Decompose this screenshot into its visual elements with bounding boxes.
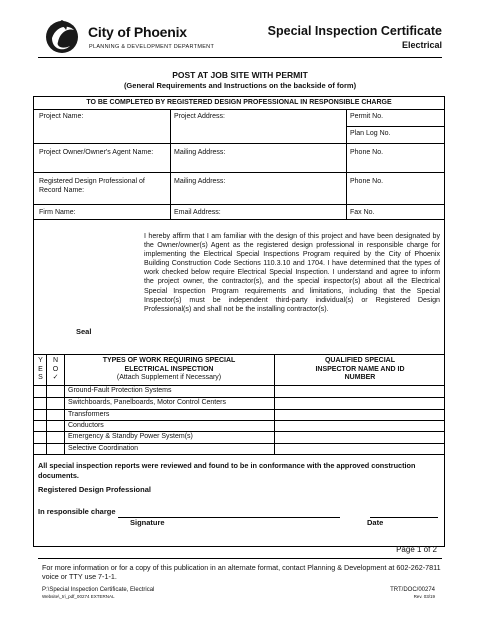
work-item: Selective Coordination: [68, 445, 139, 452]
project-address-field[interactable]: Project Address:: [174, 113, 225, 120]
rdp-phone-field[interactable]: Phone No.: [350, 178, 384, 185]
fax-no-field[interactable]: Fax No.: [350, 209, 375, 216]
no-column-header: N O ✓: [47, 357, 64, 383]
footer-info: For more information or for a copy of this publication in an alternate format, contact Planning & Development at 602-262-7811 voice or TTY use 7-1-1.: [42, 563, 441, 581]
owner-mailing-address-field[interactable]: Mailing Address:: [174, 149, 226, 156]
work-item: Emergency & Standby Power System(s): [68, 433, 193, 440]
yes-column-header: Y E S: [38, 357, 43, 381]
seal-label: Seal: [76, 327, 92, 336]
work-type-header: TYPES OF WORK REQUIRING SPECIAL ELECTRICAL INSPECTION (Attach Supplement if Necessary): [102, 357, 236, 381]
conformance-statement: All special inspection reports were reviewed and found to be in conformance with the approved construction documents.: [38, 461, 416, 480]
inspector-header: QUALIFIED SPECIAL INSPECTOR NAME AND ID NUMBER: [315, 357, 405, 381]
owner-phone-field[interactable]: Phone No.: [350, 149, 384, 156]
footer-path: P:\Special Inspection Certificate, Electrical: [42, 587, 155, 593]
footer-revision: Rev. 03/19: [413, 594, 435, 599]
work-item: Switchboards, Panelboards, Motor Control Centers: [68, 399, 226, 406]
certificate-form: [33, 96, 445, 547]
header-divider: [38, 57, 442, 58]
date-label: Date: [367, 518, 384, 527]
permit-no-field[interactable]: Permit No.: [350, 113, 384, 120]
org-name: City of Phoenix: [88, 24, 187, 40]
plan-log-no-field[interactable]: Plan Log No.: [350, 130, 391, 137]
document-title: Special Inspection Certificate: [267, 24, 442, 38]
email-address-field[interactable]: Email Address:: [174, 209, 221, 216]
rdp-mailing-address-field[interactable]: Mailing Address:: [174, 178, 226, 185]
band-title: TO BE COMPLETED BY REGISTERED DESIGN PROFESSIONAL IN RESPONSIBLE CHARGE: [86, 99, 392, 106]
phoenix-logo-icon: [44, 16, 80, 56]
footer-web-id: Website\_tri_pdf_00274 EXTERNAL: [42, 594, 115, 599]
project-name-field[interactable]: Project Name:: [39, 113, 84, 120]
signature-label: Signature: [130, 518, 165, 527]
rdp-label: Registered Design Professional: [38, 485, 151, 494]
footer-divider: [38, 558, 442, 559]
work-item: Ground-Fault Protection Systems: [68, 387, 172, 394]
work-item: Transformers: [68, 411, 110, 418]
footer-doc-code: TRT/DOC/00274: [390, 587, 435, 593]
affirmation-text: I hereby affirm that I am familiar with the design of this project and have been designated by the Owner/owner(s) Agent as the registered design professional in responsible charge for implementing the Electrical Special Inspections Program required by the City of Phoenix Building Construction Code Sections 110.3.10 and 1704. I have determined that the types of work checked below require Electrical Special Inspection. I understand and agree to inform the project owner, the contractor(s), and the special inspector(s) about all the Electrical Special Inspection Program requirements and limitations, including that the Special Inspector(s) must be independent third-party individual(s) or Registered Design Professional(s) and shall not be the installing contractor(s).: [144, 232, 440, 313]
post-heading: POST AT JOB SITE WITH PERMIT: [172, 70, 308, 80]
rdp-name-field[interactable]: Registered Design Professional of Record Name:: [39, 178, 145, 194]
post-subheading: (General Requirements and Instructions on the backside of form): [123, 81, 357, 90]
document-subtitle: Electrical: [401, 40, 442, 50]
work-item: Conductors: [68, 422, 104, 429]
firm-name-field[interactable]: Firm Name:: [39, 209, 76, 216]
check-mark-icon: ✓: [52, 374, 59, 381]
in-charge-label: In responsible charge: [38, 507, 116, 516]
owner-name-field[interactable]: Project Owner/Owner's Agent Name:: [39, 149, 154, 156]
org-department: PLANNING & DEVELOPMENT DEPARTMENT: [89, 44, 215, 50]
page-number: Page 1 of 2: [396, 545, 437, 554]
